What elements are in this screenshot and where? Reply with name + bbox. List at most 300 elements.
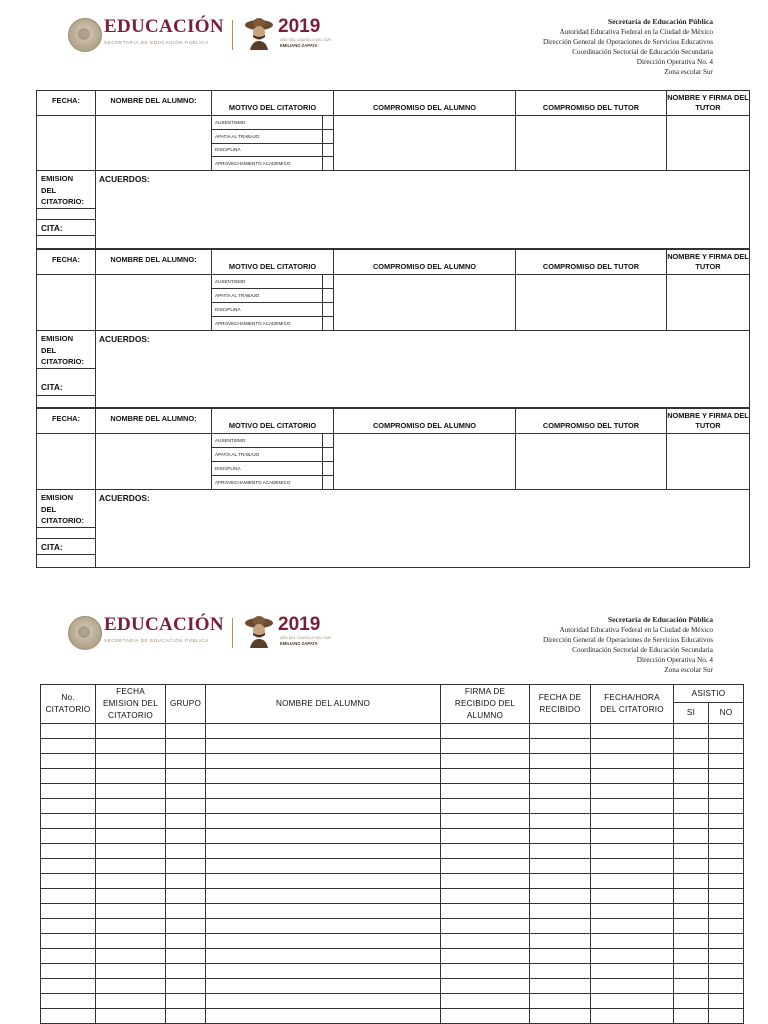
nombre-firma-tutor-field[interactable]	[667, 275, 750, 331]
no-citatorio-cell[interactable]	[41, 754, 96, 769]
asistio-si-cell[interactable]	[674, 784, 709, 799]
fecha-recibido-cell[interactable]	[530, 769, 591, 784]
fecha-emision-cell[interactable]	[96, 904, 166, 919]
motivo-option: AUSENTISMO	[212, 434, 333, 448]
office-line: Dirección Operativa No. 4	[636, 58, 713, 66]
asistio-no-cell[interactable]	[709, 844, 744, 859]
asistio-no-cell[interactable]	[709, 829, 744, 844]
grupo-cell[interactable]	[166, 724, 206, 739]
nombre-alumno-cell[interactable]	[206, 754, 441, 769]
asistio-no-cell[interactable]	[709, 1009, 744, 1024]
asistio-no-cell[interactable]	[709, 889, 744, 904]
no-citatorio-cell[interactable]	[41, 994, 96, 1009]
fecha-recibido-cell[interactable]	[530, 994, 591, 1009]
firma-cell[interactable]	[441, 844, 530, 859]
fecha-hora-cell[interactable]	[591, 724, 674, 739]
nombre-alumno-cell[interactable]	[206, 889, 441, 904]
table-row	[41, 784, 744, 799]
coat-of-arms-icon	[68, 616, 102, 650]
grupo-cell[interactable]	[166, 739, 206, 754]
motivo-header: MOTIVO DEL CITATORIO	[212, 250, 334, 275]
no-citatorio-cell[interactable]	[41, 874, 96, 889]
fecha-hora-cell[interactable]	[591, 829, 674, 844]
nombre-alumno-cell[interactable]	[206, 724, 441, 739]
fecha-recibido-cell[interactable]	[530, 904, 591, 919]
nombre-alumno-cell[interactable]	[206, 994, 441, 1009]
divider	[37, 527, 95, 528]
no-citatorio-cell[interactable]	[41, 859, 96, 874]
nombre-alumno-field[interactable]	[96, 116, 212, 171]
emision-label: EMISION DEL CITATORIO:	[41, 493, 85, 525]
motivo-checkbox[interactable]	[322, 275, 333, 288]
asistio-no-cell[interactable]	[709, 964, 744, 979]
acuerdos-field[interactable]	[96, 331, 750, 408]
asistio-no-cell[interactable]	[709, 784, 744, 799]
nombre-alumno-cell[interactable]	[206, 784, 441, 799]
asistio-si-cell[interactable]	[674, 844, 709, 859]
grupo-cell[interactable]	[166, 1009, 206, 1024]
nombre-alumno-cell[interactable]	[206, 769, 441, 784]
nombre-alumno-cell[interactable]	[206, 874, 441, 889]
compromiso-tutor-header: COMPROMISO DEL TUTOR	[516, 409, 667, 434]
asistio-si-cell[interactable]	[674, 754, 709, 769]
firma-cell[interactable]	[441, 979, 530, 994]
nombre-alumno-cell[interactable]	[206, 814, 441, 829]
fecha-hora-cell[interactable]	[591, 754, 674, 769]
fecha-hora-cell[interactable]	[591, 844, 674, 859]
firma-cell[interactable]	[441, 754, 530, 769]
nombre-alumno-cell[interactable]	[206, 979, 441, 994]
nombre-firma-tutor-field[interactable]	[667, 434, 750, 490]
fecha-hora-cell[interactable]	[591, 784, 674, 799]
fecha-recibido-cell[interactable]	[530, 964, 591, 979]
no-citatorio-cell[interactable]	[41, 784, 96, 799]
compromiso-alumno-field[interactable]	[334, 275, 516, 331]
divider	[37, 395, 95, 396]
fecha-recibido-cell[interactable]	[530, 754, 591, 769]
divider	[37, 368, 95, 369]
asistio-no-cell[interactable]	[709, 904, 744, 919]
table-row	[41, 724, 744, 739]
logo-educacion-subtitle: SECRETARÍA DE EDUCACIÓN PÚBLICA	[104, 638, 209, 643]
grupo-cell[interactable]	[166, 874, 206, 889]
nombre-firma-tutor-header: NOMBRE Y FIRMA DEL TUTOR	[667, 409, 750, 434]
grupo-cell[interactable]	[166, 904, 206, 919]
fecha-field[interactable]	[37, 275, 96, 331]
motivo-checkbox[interactable]	[322, 303, 333, 316]
table-row	[41, 874, 744, 889]
nombre-firma-tutor-header: NOMBRE Y FIRMA DEL TUTOR	[667, 91, 750, 116]
fecha-emision-cell[interactable]	[96, 769, 166, 784]
firma-cell[interactable]	[441, 964, 530, 979]
fecha-emision-cell[interactable]	[96, 739, 166, 754]
no-citatorio-cell[interactable]	[41, 964, 96, 979]
nombre-alumno-cell[interactable]	[206, 919, 441, 934]
grupo-cell[interactable]	[166, 814, 206, 829]
motivo-checkbox[interactable]	[322, 448, 333, 461]
grupo-cell[interactable]	[166, 934, 206, 949]
fecha-field[interactable]	[37, 434, 96, 490]
office-line: Coordinación Sectorial de Educación Secundaria	[572, 646, 713, 654]
fecha-hora-cell[interactable]	[591, 739, 674, 754]
asistio-no-cell[interactable]	[709, 859, 744, 874]
citatorio-form	[36, 90, 750, 249]
fecha-emision-cell[interactable]	[96, 934, 166, 949]
nombre-alumno-cell[interactable]	[206, 799, 441, 814]
grupo-cell[interactable]	[166, 949, 206, 964]
fecha-emision-cell[interactable]	[96, 994, 166, 1009]
fecha-hora-cell[interactable]	[591, 979, 674, 994]
fecha-recibido-cell[interactable]	[530, 844, 591, 859]
firma-cell[interactable]	[441, 934, 530, 949]
motivo-checkbox[interactable]	[322, 157, 333, 170]
asistio-si-cell[interactable]	[674, 874, 709, 889]
compromiso-alumno-header: COMPROMISO DEL ALUMNO	[334, 91, 516, 116]
fecha-recibido-cell[interactable]	[530, 799, 591, 814]
office-line: Dirección General de Operaciones de Servicios Educativos	[542, 636, 713, 644]
fecha-header: FECHA:	[37, 409, 96, 434]
fecha-emision-cell[interactable]	[96, 784, 166, 799]
nombre-alumno-field[interactable]	[96, 275, 212, 331]
asistio-no-cell[interactable]	[709, 994, 744, 1009]
nombre-firma-tutor-field[interactable]	[667, 116, 750, 171]
fecha-field[interactable]	[37, 116, 96, 171]
emision-cita-column	[37, 171, 96, 249]
grupo-header: GRUPO	[166, 685, 206, 724]
asistio-si-cell[interactable]	[674, 949, 709, 964]
fecha-recibido-cell[interactable]	[530, 739, 591, 754]
office-line: Secretaría de Educación Pública	[607, 17, 713, 26]
grupo-cell[interactable]	[166, 799, 206, 814]
asistio-no-cell[interactable]	[709, 769, 744, 784]
nombre-alumno-cell[interactable]	[206, 904, 441, 919]
motivo-option: APATÍA AL TRABAJO	[212, 448, 333, 462]
asistio-si-cell[interactable]	[674, 919, 709, 934]
no-citatorio-cell[interactable]	[41, 739, 96, 754]
fecha-emision-header: FECHA EMISION DEL CITATORIO	[96, 685, 166, 724]
logo-year-subtitle: AÑO DEL CAUDILLO DEL SUR	[280, 636, 332, 640]
nombre-alumno-cell[interactable]	[206, 829, 441, 844]
compromiso-tutor-field[interactable]	[516, 434, 667, 490]
asistio-si-cell[interactable]	[674, 829, 709, 844]
fecha-hora-cell[interactable]	[591, 799, 674, 814]
asistio-si-cell[interactable]	[674, 994, 709, 1009]
table-row	[41, 844, 744, 859]
asistio-no-cell[interactable]	[709, 919, 744, 934]
asistio-no-cell[interactable]	[709, 799, 744, 814]
table-row	[41, 1009, 744, 1024]
zapata-portrait-icon	[244, 614, 274, 648]
grupo-cell[interactable]	[166, 844, 206, 859]
no-citatorio-cell[interactable]	[41, 889, 96, 904]
asistio-si-cell[interactable]	[674, 859, 709, 874]
firma-cell[interactable]	[441, 874, 530, 889]
fecha-emision-cell[interactable]	[96, 829, 166, 844]
fecha-hora-cell[interactable]	[591, 874, 674, 889]
nombre-alumno-cell[interactable]	[206, 859, 441, 874]
compromiso-alumno-field[interactable]	[334, 116, 516, 171]
table-row	[41, 934, 744, 949]
grupo-cell[interactable]	[166, 769, 206, 784]
motivo-checkbox[interactable]	[322, 462, 333, 475]
table-row	[41, 814, 744, 829]
fecha-recibido-cell[interactable]	[530, 934, 591, 949]
citatorio-form	[36, 249, 750, 408]
acuerdos-label: ACUERDOS:	[99, 174, 150, 184]
motivo-option: DISCIPLINA	[212, 303, 333, 317]
fecha-emision-cell[interactable]	[96, 979, 166, 994]
table-row	[41, 829, 744, 844]
compromiso-tutor-field[interactable]	[516, 275, 667, 331]
asistio-no-cell[interactable]	[709, 874, 744, 889]
coat-of-arms-icon	[68, 18, 102, 52]
nombre-alumno-header: NOMBRE DEL ALUMNO:	[96, 409, 212, 434]
fecha-hora-cell[interactable]	[591, 904, 674, 919]
fecha-recibido-cell[interactable]	[530, 949, 591, 964]
zapata-portrait-icon	[244, 16, 274, 50]
motivo-option: APATÍA AL TRABAJO	[212, 130, 333, 144]
asistio-no-cell[interactable]	[709, 934, 744, 949]
fecha-hora-cell[interactable]	[591, 814, 674, 829]
acuerdos-field[interactable]	[96, 171, 750, 249]
registro-table	[40, 684, 744, 1024]
fecha-recibido-cell[interactable]	[530, 889, 591, 904]
fecha-emision-cell[interactable]	[96, 724, 166, 739]
fecha-recibido-cell[interactable]	[530, 814, 591, 829]
firma-cell[interactable]	[441, 859, 530, 874]
fecha-header: FECHA:	[37, 91, 96, 116]
motivo-checkbox[interactable]	[322, 289, 333, 302]
office-line: Autoridad Educativa Federal en la Ciudad de México	[559, 28, 713, 36]
nombre-alumno-header: NOMBRE DEL ALUMNO:	[96, 91, 212, 116]
asistio-no-cell[interactable]	[709, 949, 744, 964]
logo-educacion-subtitle: SECRETARÍA DE EDUCACIÓN PÚBLICA	[104, 40, 209, 45]
no-citatorio-cell[interactable]	[41, 844, 96, 859]
sep-logo	[66, 14, 346, 64]
no-citatorio-header: No. CITATORIO	[41, 685, 96, 724]
asistio-si-cell[interactable]	[674, 799, 709, 814]
asistio-si-cell[interactable]	[674, 964, 709, 979]
asistio-si-cell[interactable]	[674, 1009, 709, 1024]
no-citatorio-cell[interactable]	[41, 829, 96, 844]
motivo-option: APROVECHAMIENTO ACADEMICO	[212, 157, 333, 170]
no-citatorio-cell[interactable]	[41, 1009, 96, 1024]
fecha-recibido-cell[interactable]	[530, 724, 591, 739]
asistio-no-cell[interactable]	[709, 754, 744, 769]
fecha-emision-cell[interactable]	[96, 889, 166, 904]
emision-label: EMISION DEL CITATORIO:	[41, 174, 85, 206]
fecha-emision-cell[interactable]	[96, 1009, 166, 1024]
motivo-checkbox[interactable]	[322, 116, 333, 129]
grupo-cell[interactable]	[166, 889, 206, 904]
asistio-si-cell[interactable]	[674, 739, 709, 754]
no-citatorio-cell[interactable]	[41, 979, 96, 994]
no-citatorio-cell[interactable]	[41, 799, 96, 814]
asistio-header: ASISTIO	[674, 685, 744, 703]
nombre-alumno-field[interactable]	[96, 434, 212, 490]
no-citatorio-cell[interactable]	[41, 949, 96, 964]
logo-educacion: EDUCACIÓN	[104, 614, 224, 635]
asistio-si-cell[interactable]	[674, 814, 709, 829]
fecha-emision-cell[interactable]	[96, 844, 166, 859]
asistio-si-cell[interactable]	[674, 724, 709, 739]
nombre-alumno-cell[interactable]	[206, 1009, 441, 1024]
emision-cita-column	[37, 331, 96, 408]
fecha-emision-cell[interactable]	[96, 799, 166, 814]
grupo-cell[interactable]	[166, 994, 206, 1009]
fecha-recibido-header: FECHA DE RECIBIDO	[530, 685, 591, 724]
divider	[37, 235, 95, 236]
motivo-checkbox[interactable]	[322, 434, 333, 447]
motivo-option: AUSENTISMO	[212, 275, 333, 289]
firma-cell[interactable]	[441, 889, 530, 904]
fecha-hora-cell[interactable]	[591, 949, 674, 964]
logo-divider	[232, 618, 233, 648]
compromiso-alumno-header: COMPROMISO DEL ALUMNO	[334, 409, 516, 434]
motivo-option: APROVECHAMIENTO ACADEMICO	[212, 317, 333, 330]
nombre-alumno-header: NOMBRE DEL ALUMNO	[206, 685, 441, 724]
asistio-si-cell[interactable]	[674, 769, 709, 784]
office-line: Zona escolar Sur	[664, 666, 713, 674]
fecha-hora-cell[interactable]	[591, 919, 674, 934]
firma-cell[interactable]	[441, 739, 530, 754]
fecha-emision-cell[interactable]	[96, 814, 166, 829]
firma-cell[interactable]	[441, 949, 530, 964]
no-citatorio-cell[interactable]	[41, 814, 96, 829]
fecha-recibido-cell[interactable]	[530, 784, 591, 799]
firma-cell[interactable]	[441, 1009, 530, 1024]
fecha-recibido-cell[interactable]	[530, 919, 591, 934]
grupo-cell[interactable]	[166, 979, 206, 994]
grupo-cell[interactable]	[166, 829, 206, 844]
fecha-hora-cell[interactable]	[591, 934, 674, 949]
motivo-header: MOTIVO DEL CITATORIO	[212, 409, 334, 434]
sep-logo	[66, 612, 346, 662]
logo-educacion: EDUCACIÓN	[104, 16, 224, 37]
asistio-si-cell[interactable]	[674, 889, 709, 904]
fecha-recibido-cell[interactable]	[530, 1009, 591, 1024]
asistio-si-cell[interactable]	[674, 904, 709, 919]
asistio-no-cell[interactable]	[709, 814, 744, 829]
no-citatorio-cell[interactable]	[41, 919, 96, 934]
grupo-cell[interactable]	[166, 919, 206, 934]
logo-year: 2019	[278, 16, 321, 37]
cita-label: CITA:	[41, 542, 63, 552]
table-row	[41, 769, 744, 784]
firma-cell[interactable]	[441, 919, 530, 934]
motivo-checkbox[interactable]	[322, 476, 333, 489]
acuerdos-label: ACUERDOS:	[99, 493, 150, 503]
fecha-emision-cell[interactable]	[96, 964, 166, 979]
motivo-checkbox[interactable]	[322, 130, 333, 143]
fecha-recibido-cell[interactable]	[530, 979, 591, 994]
firma-cell[interactable]	[441, 829, 530, 844]
compromiso-alumno-field[interactable]	[334, 434, 516, 490]
motivo-option: DISCIPLINA	[212, 144, 333, 158]
asistio-si-cell[interactable]	[674, 934, 709, 949]
motivo-option: DISCIPLINA	[212, 462, 333, 476]
acuerdos-label: ACUERDOS:	[99, 334, 150, 344]
fecha-hora-cell[interactable]	[591, 859, 674, 874]
firma-cell[interactable]	[441, 904, 530, 919]
logo-divider	[232, 20, 233, 50]
grupo-cell[interactable]	[166, 964, 206, 979]
no-citatorio-cell[interactable]	[41, 904, 96, 919]
logo-year-subtitle: AÑO DEL CAUDILLO DEL SUR	[280, 38, 332, 42]
fecha-hora-cell[interactable]	[591, 994, 674, 1009]
nombre-alumno-cell[interactable]	[206, 964, 441, 979]
fecha-emision-cell[interactable]	[96, 874, 166, 889]
office-line: Autoridad Educativa Federal en la Ciudad de México	[559, 626, 713, 634]
fecha-recibido-cell[interactable]	[530, 874, 591, 889]
grupo-cell[interactable]	[166, 784, 206, 799]
firma-cell[interactable]	[441, 769, 530, 784]
emision-cita-column	[37, 490, 96, 568]
asistio-si-cell[interactable]	[674, 979, 709, 994]
table-row	[41, 799, 744, 814]
firma-cell[interactable]	[441, 799, 530, 814]
fecha-hora-cell[interactable]	[591, 889, 674, 904]
logo-year: 2019	[278, 614, 321, 635]
no-citatorio-cell[interactable]	[41, 769, 96, 784]
motivo-option: AUSENTISMO	[212, 116, 333, 130]
table-row	[41, 979, 744, 994]
fecha-hora-cell[interactable]	[591, 769, 674, 784]
asistio-no-cell[interactable]	[709, 739, 744, 754]
acuerdos-field[interactable]	[96, 490, 750, 568]
asistio-no-cell[interactable]	[709, 979, 744, 994]
table-row	[41, 949, 744, 964]
fecha-recibido-cell[interactable]	[530, 829, 591, 844]
firma-cell[interactable]	[441, 724, 530, 739]
fecha-hora-cell[interactable]	[591, 964, 674, 979]
office-address	[543, 17, 713, 77]
grupo-cell[interactable]	[166, 859, 206, 874]
nombre-alumno-cell[interactable]	[206, 949, 441, 964]
logo-year-name: EMILIANO ZAPATA	[280, 641, 318, 646]
table-row	[41, 994, 744, 1009]
fecha-emision-cell[interactable]	[96, 919, 166, 934]
fecha-recibido-cell[interactable]	[530, 859, 591, 874]
nombre-firma-tutor-header: NOMBRE Y FIRMA DEL TUTOR	[667, 250, 750, 275]
grupo-cell[interactable]	[166, 754, 206, 769]
emision-label: EMISION DEL CITATORIO:	[41, 334, 85, 366]
no-citatorio-cell[interactable]	[41, 934, 96, 949]
motivo-checkbox[interactable]	[322, 317, 333, 330]
fecha-emision-cell[interactable]	[96, 754, 166, 769]
page-header-2	[0, 598, 768, 678]
motivo-checkbox[interactable]	[322, 144, 333, 157]
firma-cell[interactable]	[441, 994, 530, 1009]
asistio-no-cell[interactable]	[709, 724, 744, 739]
firma-recibido-header: FIRMA DE RECIBIDO DEL ALUMNO	[441, 685, 530, 724]
fecha-emision-cell[interactable]	[96, 949, 166, 964]
firma-cell[interactable]	[441, 814, 530, 829]
compromiso-tutor-field[interactable]	[516, 116, 667, 171]
no-citatorio-cell[interactable]	[41, 724, 96, 739]
fecha-emision-cell[interactable]	[96, 859, 166, 874]
divider	[37, 208, 95, 209]
table-row	[41, 754, 744, 769]
nombre-alumno-cell[interactable]	[206, 934, 441, 949]
office-line: Dirección General de Operaciones de Servicios Educativos	[542, 38, 713, 46]
nombre-alumno-cell[interactable]	[206, 844, 441, 859]
citatorio-form	[36, 408, 750, 568]
firma-cell[interactable]	[441, 784, 530, 799]
fecha-hora-cell[interactable]	[591, 1009, 674, 1024]
motivo-options	[212, 434, 334, 490]
nombre-alumno-cell[interactable]	[206, 739, 441, 754]
